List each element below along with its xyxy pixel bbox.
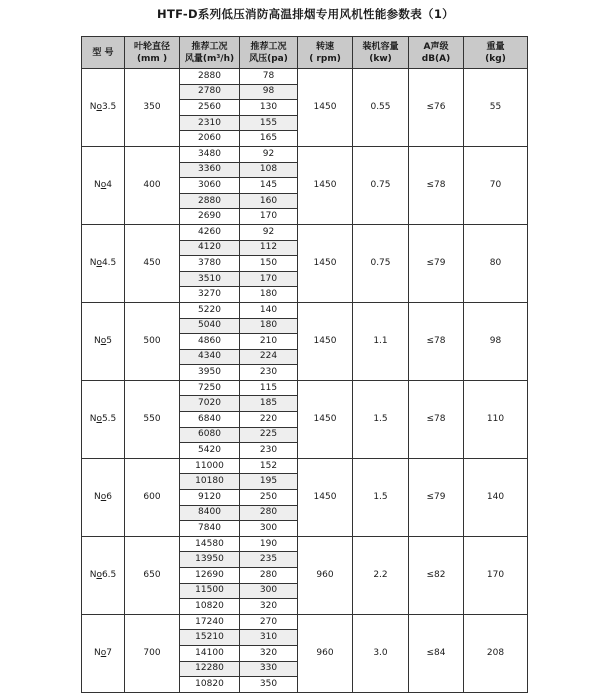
model-prefix: N [94, 491, 101, 502]
model-cell [82, 380, 125, 458]
pressure-cell: 170 [240, 271, 298, 287]
pressure-cell: 224 [240, 349, 298, 365]
flow-cell: 10820 [180, 677, 240, 693]
pressure-cell: 320 [240, 645, 298, 661]
weight-cell: 110 [464, 380, 528, 458]
table-row [82, 302, 528, 318]
pressure-cell: 350 [240, 677, 298, 693]
pressure-cell: 300 [240, 583, 298, 599]
table-row [82, 536, 528, 552]
model-number: 3.5 [101, 101, 117, 112]
flow-cell: 3360 [180, 162, 240, 178]
weight-cell: 170 [464, 536, 528, 614]
pressure-cell: 270 [240, 614, 298, 630]
speed-cell: 1450 [298, 224, 353, 302]
noise-cell: ≤76 [409, 69, 464, 147]
flow-cell: 7250 [180, 380, 240, 396]
header-flow: 推荐工况 风量(m³/h) [180, 37, 240, 69]
flow-cell: 4860 [180, 334, 240, 350]
flow-cell: 3060 [180, 178, 240, 194]
model-number: 4 [106, 179, 112, 190]
flow-cell: 3780 [180, 256, 240, 272]
pressure-cell: 280 [240, 505, 298, 521]
table-row [82, 614, 528, 630]
pressure-cell: 195 [240, 474, 298, 490]
pressure-cell: 180 [240, 287, 298, 303]
header-pressure: 推荐工况 风压(pa) [240, 37, 298, 69]
pressure-cell: 130 [240, 100, 298, 116]
flow-cell: 12280 [180, 661, 240, 677]
impeller-cell: 450 [125, 224, 180, 302]
impeller-cell: 650 [125, 536, 180, 614]
flow-cell: 4260 [180, 224, 240, 240]
weight-cell: 70 [464, 146, 528, 224]
speed-cell: 1450 [298, 302, 353, 380]
header-power: 装机容量 (kw) [353, 37, 409, 69]
flow-cell: 5040 [180, 318, 240, 334]
weight-cell: 208 [464, 614, 528, 692]
model-prefix: N [89, 413, 97, 424]
pressure-cell: 230 [240, 365, 298, 381]
impeller-cell: 700 [125, 614, 180, 692]
noise-cell: ≤79 [409, 224, 464, 302]
weight-cell: 98 [464, 302, 528, 380]
model-number: 7 [106, 647, 112, 658]
pressure-cell: 160 [240, 193, 298, 209]
header-model: 型 号 [82, 37, 125, 69]
speed-cell: 1450 [298, 69, 353, 147]
speed-cell: 1450 [298, 380, 353, 458]
header-speed: 转速 ( rpm) [298, 37, 353, 69]
weight-cell: 80 [464, 224, 528, 302]
model-cell [82, 458, 125, 536]
pressure-cell: 210 [240, 334, 298, 350]
model-cell [82, 614, 125, 692]
model-cell [82, 146, 125, 224]
noise-cell: ≤79 [409, 458, 464, 536]
flow-cell: 2690 [180, 209, 240, 225]
model-prefix: N [89, 257, 97, 268]
performance-table [81, 36, 528, 693]
flow-cell: 15210 [180, 630, 240, 646]
model-prefix: N [89, 569, 97, 580]
model-o: o [100, 491, 107, 502]
pressure-cell: 220 [240, 412, 298, 428]
pressure-cell: 155 [240, 115, 298, 131]
noise-cell: ≤78 [409, 146, 464, 224]
power-cell: 1.1 [353, 302, 409, 380]
flow-cell: 5420 [180, 443, 240, 459]
flow-cell: 2310 [180, 115, 240, 131]
pressure-cell: 235 [240, 552, 298, 568]
flow-cell: 3270 [180, 287, 240, 303]
flow-cell: 7840 [180, 521, 240, 537]
flow-cell: 4340 [180, 349, 240, 365]
weight-cell: 140 [464, 458, 528, 536]
header-weight: 重量 (kg) [464, 37, 528, 69]
model-number: 5 [106, 335, 112, 346]
pressure-cell: 170 [240, 209, 298, 225]
pressure-cell: 250 [240, 490, 298, 506]
flow-cell: 3480 [180, 146, 240, 162]
flow-cell: 2880 [180, 193, 240, 209]
flow-cell: 2880 [180, 69, 240, 85]
flow-cell: 3510 [180, 271, 240, 287]
flow-cell: 14100 [180, 645, 240, 661]
pressure-cell: 180 [240, 318, 298, 334]
flow-cell: 11500 [180, 583, 240, 599]
power-cell: 0.75 [353, 146, 409, 224]
flow-cell: 10180 [180, 474, 240, 490]
model-o: o [96, 257, 102, 268]
flow-cell: 2780 [180, 84, 240, 100]
model-o: o [100, 179, 107, 190]
model-number: 4.5 [101, 257, 117, 268]
table-row [82, 69, 528, 85]
pressure-cell: 98 [240, 84, 298, 100]
power-cell: 3.0 [353, 614, 409, 692]
flow-cell: 11000 [180, 458, 240, 474]
flow-cell: 7020 [180, 396, 240, 412]
pressure-cell: 165 [240, 131, 298, 147]
impeller-cell: 550 [125, 380, 180, 458]
flow-cell: 13950 [180, 552, 240, 568]
model-o: o [96, 569, 102, 580]
impeller-cell: 600 [125, 458, 180, 536]
pressure-cell: 320 [240, 599, 298, 615]
pressure-cell: 115 [240, 380, 298, 396]
flow-cell: 17240 [180, 614, 240, 630]
weight-cell: 55 [464, 69, 528, 147]
power-cell: 2.2 [353, 536, 409, 614]
speed-cell: 960 [298, 536, 353, 614]
model-prefix: N [94, 179, 101, 190]
noise-cell: ≤78 [409, 380, 464, 458]
impeller-cell: 350 [125, 69, 180, 147]
flow-cell: 3950 [180, 365, 240, 381]
pressure-cell: 92 [240, 146, 298, 162]
flow-cell: 10820 [180, 599, 240, 615]
flow-cell: 5220 [180, 302, 240, 318]
model-o: o [96, 101, 102, 112]
flow-cell: 2560 [180, 100, 240, 116]
power-cell: 0.75 [353, 224, 409, 302]
model-cell [82, 536, 125, 614]
noise-cell: ≤82 [409, 536, 464, 614]
speed-cell: 1450 [298, 146, 353, 224]
model-prefix: N [94, 335, 101, 346]
flow-cell: 14580 [180, 536, 240, 552]
table-row [82, 224, 528, 240]
table-row [82, 380, 528, 396]
flow-cell: 8400 [180, 505, 240, 521]
model-cell [82, 69, 125, 147]
pressure-cell: 300 [240, 521, 298, 537]
model-o: o [96, 413, 102, 424]
model-number: 6.5 [101, 569, 117, 580]
pressure-cell: 152 [240, 458, 298, 474]
pressure-cell: 310 [240, 630, 298, 646]
table-row [82, 146, 528, 162]
speed-cell: 1450 [298, 458, 353, 536]
pressure-cell: 78 [240, 69, 298, 85]
pressure-cell: 112 [240, 240, 298, 256]
header-noise: A声级 dB(A) [409, 37, 464, 69]
flow-cell: 9120 [180, 490, 240, 506]
power-cell: 1.5 [353, 380, 409, 458]
pressure-cell: 330 [240, 661, 298, 677]
pressure-cell: 150 [240, 256, 298, 272]
pressure-cell: 145 [240, 178, 298, 194]
impeller-cell: 500 [125, 302, 180, 380]
impeller-cell: 400 [125, 146, 180, 224]
table-body [82, 69, 528, 693]
table-row [82, 458, 528, 474]
noise-cell: ≤78 [409, 302, 464, 380]
noise-cell: ≤84 [409, 614, 464, 692]
power-cell: 1.5 [353, 458, 409, 536]
speed-cell: 960 [298, 614, 353, 692]
model-cell [82, 224, 125, 302]
model-cell [82, 302, 125, 380]
flow-cell: 6840 [180, 412, 240, 428]
model-number: 6 [106, 491, 112, 502]
pressure-cell: 225 [240, 427, 298, 443]
flow-cell: 6080 [180, 427, 240, 443]
pressure-cell: 280 [240, 568, 298, 584]
model-number: 5.5 [101, 413, 117, 424]
model-o: o [100, 335, 107, 346]
pressure-cell: 108 [240, 162, 298, 178]
header-row [82, 37, 528, 69]
flow-cell: 2060 [180, 131, 240, 147]
pressure-cell: 92 [240, 224, 298, 240]
pressure-cell: 140 [240, 302, 298, 318]
flow-cell: 4120 [180, 240, 240, 256]
pressure-cell: 230 [240, 443, 298, 459]
power-cell: 0.55 [353, 69, 409, 147]
document-title: HTF-D系列低压消防高温排烟专用风机性能参数表（1） [157, 7, 454, 21]
model-o: o [100, 647, 107, 658]
flow-cell: 12690 [180, 568, 240, 584]
model-prefix: N [89, 101, 97, 112]
model-prefix: N [94, 647, 101, 658]
header-impeller: 叶轮直径 (mm ) [125, 37, 180, 69]
pressure-cell: 185 [240, 396, 298, 412]
pressure-cell: 190 [240, 536, 298, 552]
